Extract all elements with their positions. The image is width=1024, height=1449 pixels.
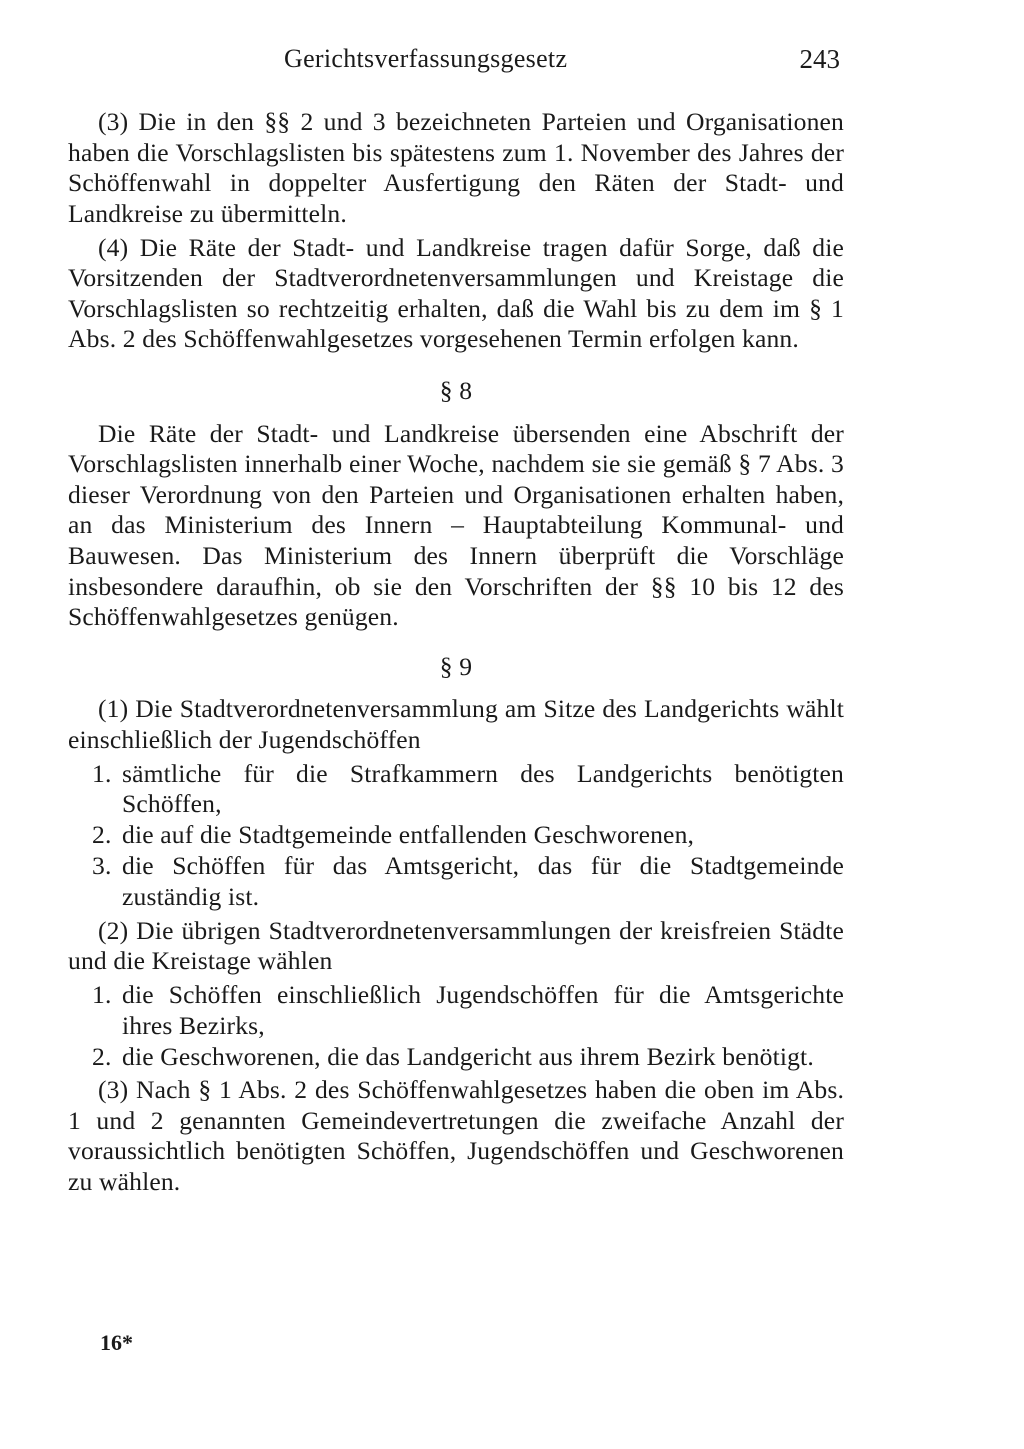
body-text [68, 107, 844, 1201]
section-heading-8: § 8 [439, 375, 473, 405]
list-item-number: 2. [92, 820, 112, 850]
document-page [68, 0, 844, 1449]
list-9-1 [68, 759, 844, 913]
list-item-number: 1. [92, 758, 112, 788]
list-item-text: die Schöffen einschließlich Jugendschöffen für die Amtsgerichte ihres Bezirks, [122, 980, 844, 1040]
running-title: Gerichtsverfassungsgesetz [284, 44, 568, 73]
signature-mark: 16* [100, 1330, 133, 1355]
paragraph-9-3: (3) Nach § 1 Abs. 2 des Schöffenwahlgesetzes haben die oben im Abs. 1 und 2 genannten Gemeindevertretungen die zweifache Anzahl der voraussichtlich benötigten Schöffen, Jugendschöffen und Geschworenen zu wählen. [68, 1075, 844, 1197]
list-item-number: 2. [92, 1041, 112, 1071]
list-item-text: die Geschworenen, die das Landgericht aus ihrem Bezirk benötigt. [122, 1041, 814, 1071]
list-item-text: die auf die Stadtgemeinde entfallenden Geschworenen, [122, 820, 695, 850]
list-item-number: 1. [92, 980, 112, 1009]
list-item-text: sämtliche für die Strafkammern des Landgerichts benötigten Schöffen, [122, 758, 844, 819]
list-item [68, 820, 844, 851]
list-item [68, 1042, 844, 1073]
list-9-2 [68, 980, 844, 1072]
page-header [68, 44, 844, 84]
list-item-number: 3. [92, 851, 112, 881]
list-item [68, 980, 844, 1041]
paragraph-9-2-intro: (2) Die übrigen Stadtverordnetenversammlungen der kreisfreien Städte und die Kreistage wählen [68, 915, 844, 976]
list-item [68, 759, 844, 820]
list-item-text: die Schöffen für das Amtsgericht, das für die Stadtgemeinde zuständig ist. [122, 851, 844, 912]
paragraph-7-3: (3) Die in den §§ 2 und 3 bezeichneten Parteien und Organisationen haben die Vorschlagslisten bis spätestens zum 1. November des Jahres der Schöffenwahl in doppelter Ausfertigung den Räten der Stadt- und Landkreise zu übermitteln. [68, 107, 844, 228]
section-heading-9: § 9 [439, 651, 473, 681]
paragraph-8: Die Räte der Stadt- und Landkreise übersenden eine Abschrift der Vorschlagslisten innerhalb einer Woche, nachdem sie sie gemäß § 7 Abs. 3 dieser Verordnung von den Parteien und Organisationen erhalten haben, an das Ministerium des Innern – Hauptabteilung Kommunal- und Bauwesen. Das Ministerium des Innern überprüft die Vorschläge insbesondere daraufhin, ob sie den Vorschriften der §§ 10 bis 12 des Schöffenwahlgesetzes genügen. [68, 418, 844, 632]
list-item [68, 851, 844, 912]
page-number: 243 [799, 44, 840, 74]
paragraph-7-4: (4) Die Räte der Stadt- und Landkreise tragen dafür Sorge, daß die Vorsitzenden der Stadtverordnetenversammlungen und Kreistage die Vorschlagslisten so rechtzeitig erhalten, daß die Wahl bis zu dem im § 1 Abs. 2 des Schöffenwahlgesetzes vorgesehenen Termin erfolgen kann. [68, 232, 844, 354]
paragraph-9-1-intro: (1) Die Stadtverordnetenversammlung am Sitze des Landgerichts wählt einschließlich der Jugendschöffen [68, 694, 844, 754]
